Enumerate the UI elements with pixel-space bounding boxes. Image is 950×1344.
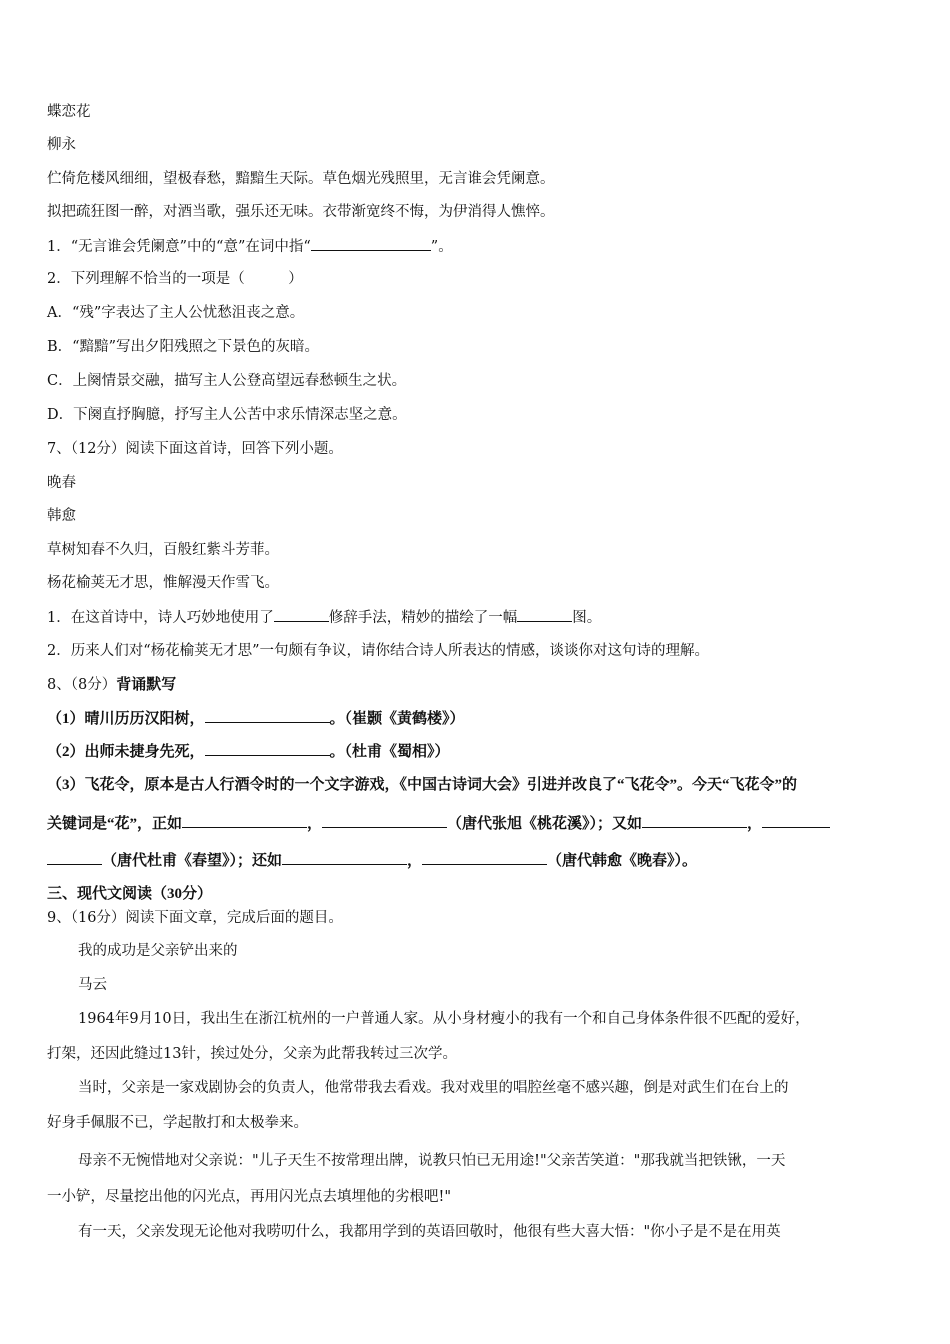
q8-item-3-line1: （3）飞花令，原本是古人行酒令时的一个文字游戏，《中国古诗词大会》引进并改良了“飞花令”。今天“飞花令”的 [47,777,798,793]
q9-header: 9、（16分）阅读下面文章，完成后面的题目。 [47,910,343,926]
article-title: 我的成功是父亲铲出来的 [78,943,238,959]
article-paragraph: 有一天，父亲发现无论他对我唠叨什么，我都用学到的英语回敬时，他很有些大喜大悟："你小子是不是在用英 [78,1224,781,1240]
answer-blank[interactable] [762,813,830,828]
q6-option-a: A．“残”字表达了主人公忧愁沮丧之意。 [47,305,305,321]
q7-poem-line: 杨花榆荚无才思，惟解漫天作雪飞。 [47,575,279,591]
answer-blank[interactable] [422,850,547,865]
q7-header: 7、（12分）阅读下面这首诗，回答下列小题。 [47,441,343,457]
q6-sub2: 2．下列理解不恰当的一项是（ ） [47,271,303,287]
answer-blank[interactable] [274,607,329,622]
article-paragraph: 打架，还因此缝过13针，挨过处分，父亲为此帮我转过三次学。 [47,1046,457,1062]
q7-poem-line: 草树知春不久归，百般红紫斗芳菲。 [47,542,279,558]
article-paragraph: 好身手佩服不已，学起散打和太极拳来。 [47,1115,308,1131]
article-paragraph: 母亲不无惋惜地对父亲说："儿子天生不按常理出牌，说教只怕已无用途!"父亲苦笑道："那我就当把铁锹，一天 [78,1153,786,1169]
answer-blank[interactable] [47,850,102,865]
q8-item-3-line3: （唐代杜甫《春望》）；还如 ， （唐代韩愈《晚春》）。 [47,850,910,871]
q7-poem-author: 韩愈 [47,508,76,524]
q7-sub1: 1．在这首诗中，诗人巧妙地使用了 修辞手法，精妙的描绘了一幅 图。 [47,607,910,628]
article-paragraph: 一小铲，尽量挖出他的闪光点，再用闪光点去填埋他的劣根吧!" [47,1189,451,1205]
q6-sub1: 1．“无言谁会凭阑意”中的“意”在词中指“ ”。 [47,236,910,257]
q8-item-2: （2）出师未捷身先死， 。（杜甫《蜀相》） [47,741,910,762]
poem1-author: 柳永 [47,137,76,153]
poem1-line: 拟把疏狂图一醉，对酒当歌，强乐还无味。衣带渐宽终不悔，为伊消得人憔悴。 [47,204,555,220]
q6-option-d: D．下阕直抒胸臆，抒写主人公苦中求乐情深志坚之意。 [47,407,407,423]
answer-blank[interactable] [205,741,330,756]
answer-blank[interactable] [642,813,747,828]
section-3-title: 三、现代文阅读（30分） [47,886,213,902]
q6-option-c: C．上阕情景交融，描写主人公登高望远春愁顿生之状。 [47,373,407,389]
q8-item-3-line2: 关键词是“花”，正如 ， （唐代张旭《桃花溪》）；又如 ， [47,813,910,834]
article-author: 马云 [78,977,107,993]
q8-header: 8、（8分）背诵默写 [47,677,177,693]
q7-sub2: 2．历来人们对“杨花榆荚无才思”一句颇有争议，请你结合诗人所表达的情感，谈谈你对这句诗的理解。 [47,643,710,659]
answer-blank[interactable] [182,813,307,828]
answer-blank[interactable] [282,850,407,865]
answer-blank[interactable] [205,708,330,723]
answer-blank[interactable] [517,607,572,622]
q7-poem-title: 晚春 [47,475,76,491]
article-paragraph: 1964年9月10日，我出生在浙江杭州的一户普通人家。从小身材瘦小的我有一个和自己身体条件很不匹配的爱好， [78,1011,810,1027]
answer-blank[interactable] [322,813,447,828]
answer-blank[interactable] [311,236,431,251]
q8-item-1: （1）晴川历历汉阳树， 。（崔颢《黄鹤楼》） [47,708,910,729]
article-paragraph: 当时，父亲是一家戏剧协会的负责人，他常带我去看戏。我对戏里的唱腔丝毫不感兴趣，倒是对武生们在台上的 [78,1080,789,1096]
poem1-title: 蝶恋花 [47,104,91,120]
q6-option-b: B．“黯黯”写出夕阳残照之下景色的灰暗。 [47,339,319,355]
poem1-line: 伫倚危楼风细细，望极春愁，黯黯生天际。草色烟光残照里，无言谁会凭阑意。 [47,171,555,187]
